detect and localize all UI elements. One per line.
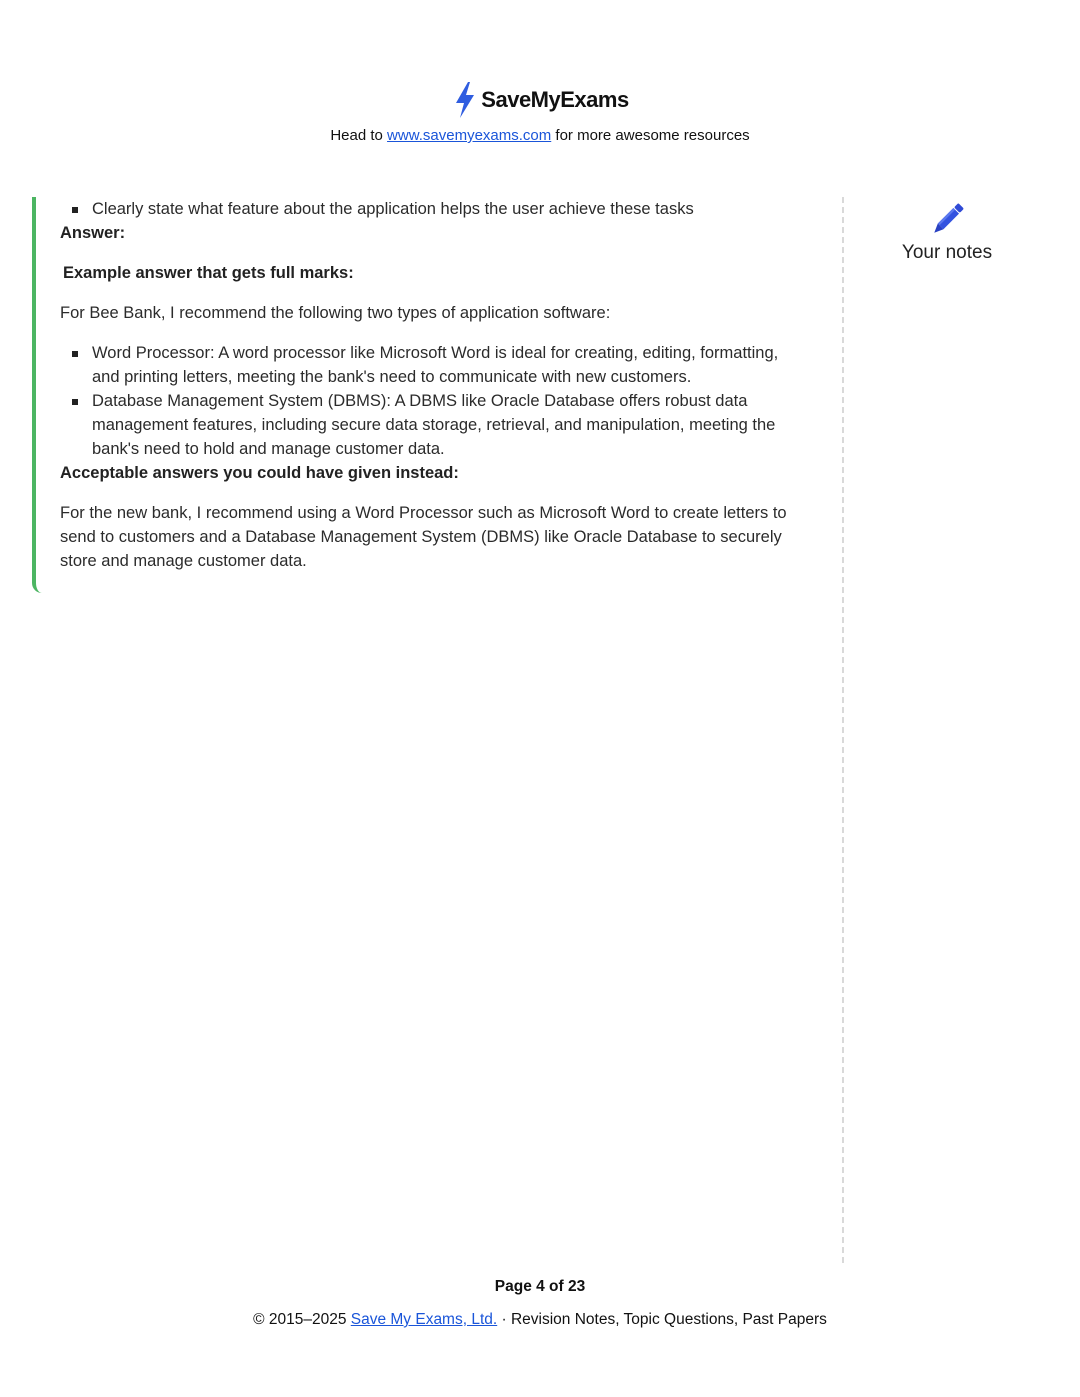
logo[interactable] <box>451 82 628 118</box>
list-item: Clearly state what feature about the application helps the user achieve these tasks <box>92 197 802 221</box>
list-item: Word Processor: A word processor like Microsoft Word is ideal for creating, editing, formatting, and printing letters, meeting the bank's need to communicate with new customers. <box>92 341 802 389</box>
tagline <box>0 127 1080 144</box>
acceptable-text: For the new bank, I recommend using a Word Processor such as Microsoft Word to create letters to send to customers and a Database Management System (DBMS) like Oracle Database to securely store and manage customer data. <box>60 504 787 570</box>
copyright-text: © 2015–2025 <box>253 1311 351 1328</box>
acceptable-heading: Acceptable answers you could have given instead: <box>60 464 459 482</box>
example-heading: Example answer that gets full marks: <box>63 264 354 282</box>
footer-suffix: · Revision Notes, Topic Questions, Past Papers <box>497 1311 827 1328</box>
page-footer <box>0 1311 1080 1329</box>
lightning-bolt-icon <box>451 82 479 118</box>
top-bullet-list <box>60 197 802 221</box>
pencil-icon <box>925 198 969 242</box>
page-header <box>0 82 1080 144</box>
answer-panel <box>32 197 802 593</box>
website-link[interactable]: www.savemyexams.com <box>387 127 552 144</box>
brand-name: SaveMyExams <box>481 87 629 112</box>
notes-divider <box>842 197 844 1263</box>
tagline-suffix: for more awesome resources <box>551 127 750 144</box>
notes-panel <box>880 198 1014 264</box>
list-item: Database Management System (DBMS): A DBMS like Oracle Database offers robust data management features, including secure data storage, retrieval, and manipulation, meeting the bank's need to hold and manage customer data. <box>92 389 802 461</box>
answer-label: Answer: <box>60 224 126 242</box>
company-link[interactable]: Save My Exams, Ltd. <box>350 1311 498 1328</box>
recommendation-list <box>60 341 802 461</box>
tagline-prefix: Head to <box>330 127 388 144</box>
your-notes-label: Your notes <box>901 242 993 263</box>
page-number: Page 4 of 23 <box>494 1278 586 1295</box>
intro-text: For Bee Bank, I recommend the following two types of application software: <box>60 304 611 322</box>
